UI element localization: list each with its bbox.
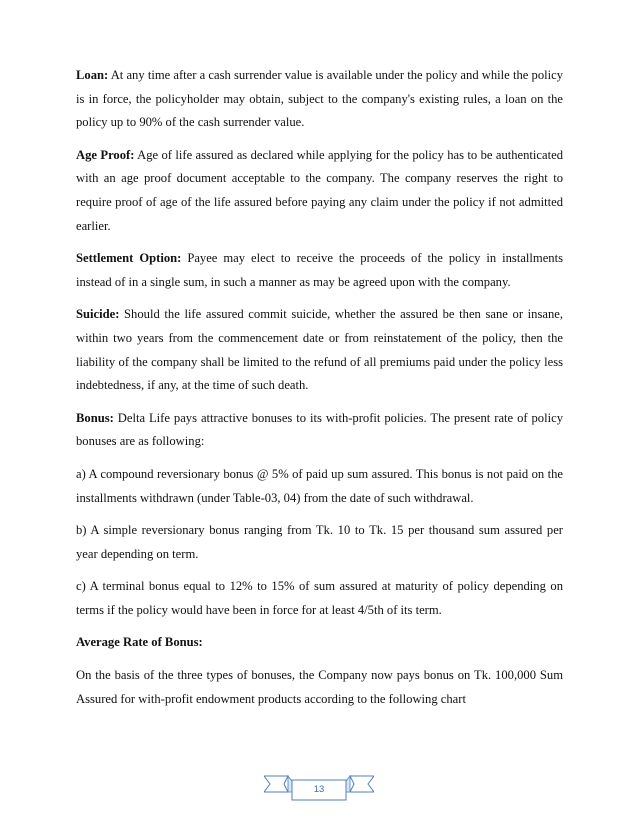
suicide-text: Should the life assured commit suicide, whether the assured be then sane or insane, within two years from the commencement date or from reinstatement of the policy, then the liability of the company shall be limited to the refund of all premiums paid under the policy less indebtedness, if any, at the time of such death. bbox=[76, 307, 563, 393]
loan-text: At any time after a cash surrender value is available under the policy and while the policy is in force, the policyholder may obtain, subject to the company's existing rules, a loan on the policy up to 90% of the cash surrender value. bbox=[76, 68, 563, 130]
loan-label: Loan: bbox=[76, 68, 109, 82]
bonus-paragraph bbox=[76, 407, 563, 454]
closing-paragraph: On the basis of the three types of bonuses, the Company now pays bonus on Tk. 100,000 Sum Assured for with-profit endowment products according to the following chart bbox=[76, 668, 563, 706]
bonus-label: Bonus: bbox=[76, 410, 114, 425]
age-proof-text: Age of life assured as declared while applying for the policy has to be authenticated with an age proof document acceptable to the company. The company reserves the right to require proof of age of the life assured before paying any claim under the policy if not admitted earlier. bbox=[76, 147, 563, 233]
bonus-item-a: a) A compound reversionary bonus @ 5% of paid up sum assured. This bonus is not paid on the installments withdrawn (under Table-03, 04) from the date of such withdrawal. bbox=[76, 466, 563, 505]
bonus-item-b: b) A simple reversionary bonus ranging from Tk. 10 to Tk. 15 per thousand sum assured per year depending on term. bbox=[76, 523, 563, 561]
page-footer bbox=[264, 772, 374, 802]
page-number: 13 bbox=[313, 784, 325, 795]
suicide-label: Suicide: bbox=[76, 307, 120, 322]
settlement-option-paragraph bbox=[76, 247, 563, 294]
settlement-option-text: Payee may elect to receive the proceeds of the policy in installments instead of in a single sum, in such a manner as may be agreed upon with the company. bbox=[76, 251, 563, 289]
suicide-paragraph bbox=[76, 303, 563, 397]
average-rate-heading: Average Rate of Bonus: bbox=[76, 635, 203, 650]
age-proof-label: Age Proof: bbox=[76, 147, 135, 162]
document-body bbox=[76, 64, 563, 720]
bonus-item-c: c) A terminal bonus equal to 12% to 15% of sum assured at maturity of policy depending on terms if the policy would have been in force for at least 4/5th of its term. bbox=[76, 579, 563, 617]
bonus-text: Delta Life pays attractive bonuses to its with-profit policies. The present rate of policy bonuses are as following: bbox=[76, 410, 563, 449]
age-proof-paragraph bbox=[76, 144, 563, 238]
settlement-option-label: Settlement Option: bbox=[76, 251, 182, 266]
loan-paragraph bbox=[76, 64, 563, 135]
